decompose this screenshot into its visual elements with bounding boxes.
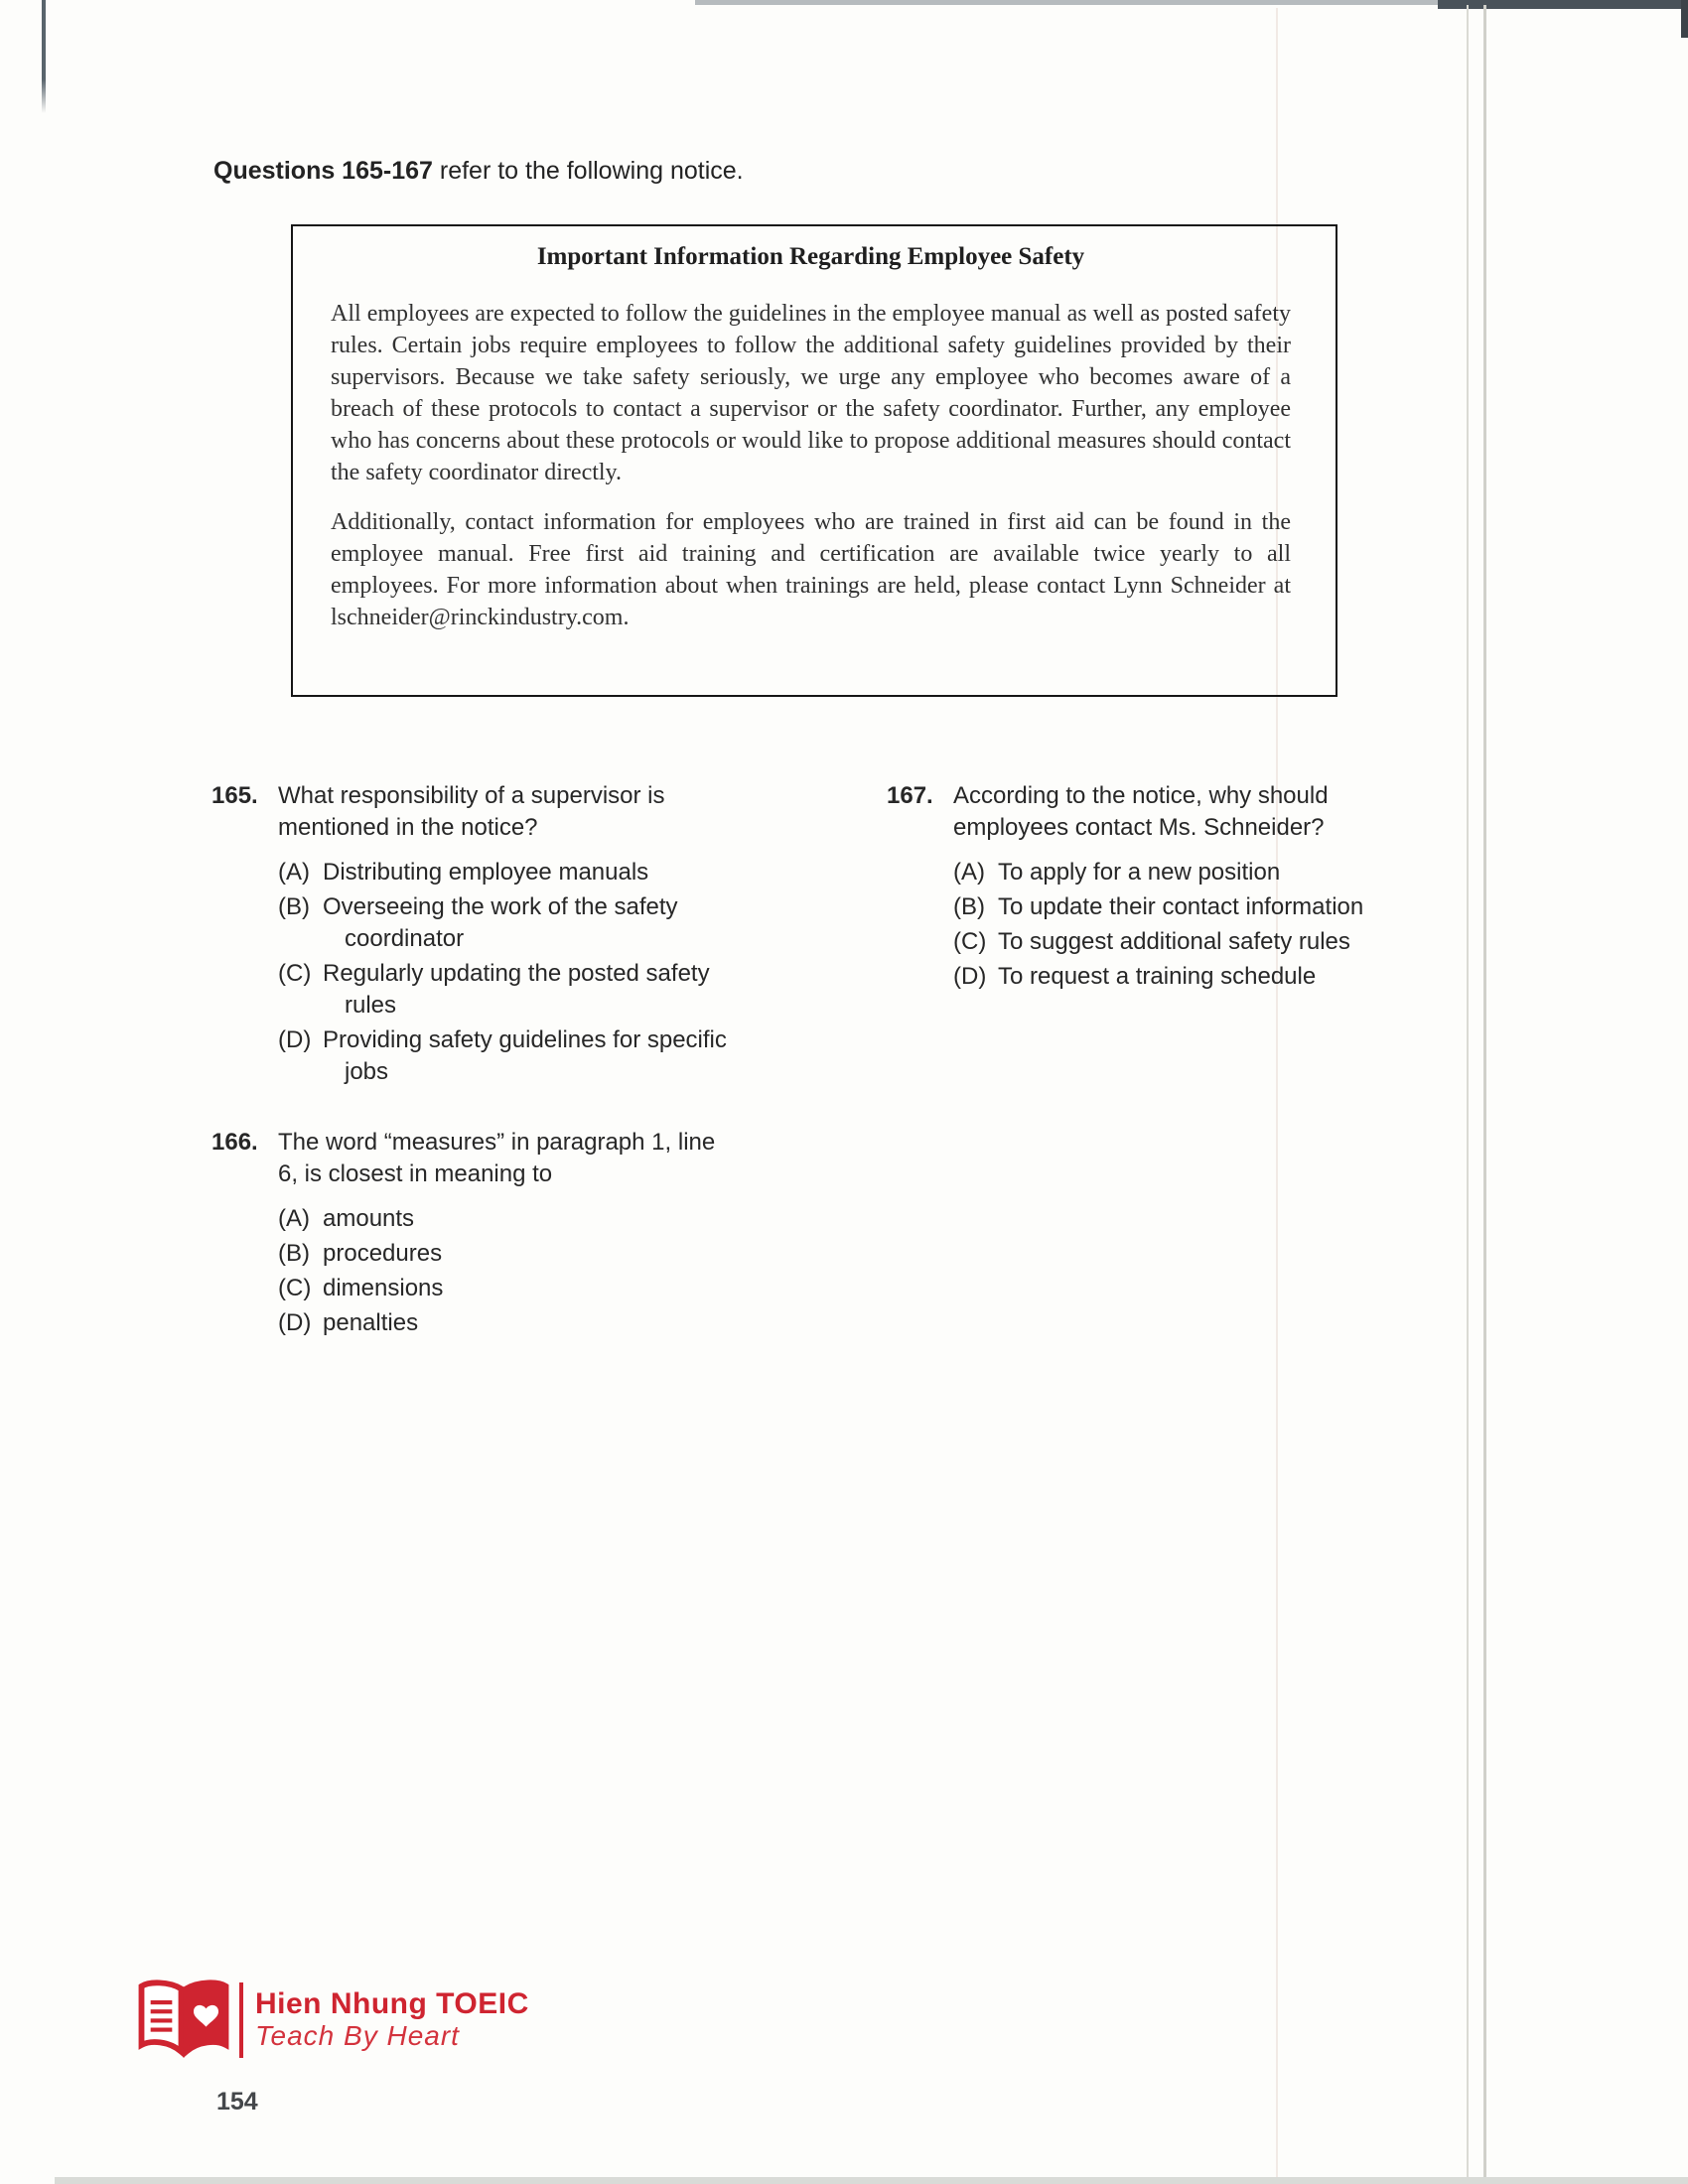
- option-d: [278, 1024, 740, 1088]
- option-a: [278, 1203, 740, 1235]
- question-166: [211, 1127, 740, 1342]
- option-text: To apply for a new position: [998, 859, 1281, 886]
- notice-title: Important Information Regarding Employee Safety: [536, 243, 1085, 270]
- option-c: [278, 1273, 740, 1304]
- notice-box: [291, 224, 1337, 697]
- option-d: [278, 1307, 740, 1339]
- scan-artifact-line: [42, 0, 46, 113]
- option-b: [278, 1238, 740, 1270]
- option-d: [953, 961, 1442, 993]
- questions-range: Questions 165-167: [213, 157, 433, 185]
- answer-options: [953, 857, 1442, 993]
- option-b: [278, 891, 740, 955]
- option-c: [953, 926, 1442, 958]
- questions-range-header: [213, 157, 744, 186]
- question-text: The word “measures” in paragraph 1, line 6, is closest in meaning to: [278, 1129, 716, 1187]
- option-a: [278, 857, 740, 888]
- scan-edge-dark: [1438, 0, 1688, 9]
- option-letter: (A): [278, 1205, 310, 1232]
- question-number: 167.: [887, 782, 933, 809]
- option-text: penalties: [323, 1309, 419, 1336]
- option-text: Providing safety guidelines for specific jobs: [323, 1026, 727, 1085]
- option-letter: (C): [278, 960, 312, 987]
- option-letter: (A): [278, 859, 310, 886]
- logo-divider: [239, 1982, 243, 2058]
- question-167: [887, 780, 1442, 996]
- notice-paragraph-2: Additionally, contact information for employees who are trained in first aid can be found in the employee manual. Free first aid training and certification are available twice yearly to all employees. For more information about when trainings are held, please contact Lynn Schneider at lschneider@rinckindustry.com.: [331, 509, 1291, 630]
- answer-options: [278, 1203, 740, 1339]
- logo-title: Hien Nhung TOEIC: [255, 1987, 529, 2020]
- option-text: To suggest additional safety rules: [998, 928, 1350, 955]
- page-binding-line: [1467, 5, 1469, 2179]
- notice-paragraph-1: All employees are expected to follow the guidelines in the employee manual as well as posted safety rules. Certain jobs require employees to follow the additional safety guidelines provided by their supervisors. Because we take safety seriously, we urge any employee who becomes aware of a breach of these protocols to contact a supervisor or the safety coordinator. Further, any employee who has concerns about these protocols or would like to propose additional measures should contact the safety coordinator directly.: [331, 301, 1291, 485]
- option-text: amounts: [323, 1205, 415, 1232]
- question-number: 166.: [211, 1129, 258, 1156]
- option-a: [953, 857, 1442, 888]
- publisher-logo: [134, 1979, 529, 2062]
- option-text: To update their contact information: [998, 893, 1364, 920]
- option-letter: (D): [278, 1026, 312, 1053]
- option-letter: (D): [953, 963, 987, 990]
- option-text: Overseeing the work of the safety coordinator: [323, 893, 678, 952]
- scan-bottom-edge: [55, 2177, 1688, 2184]
- question-text: What responsibility of a supervisor is mentioned in the notice?: [278, 782, 665, 841]
- open-book-heart-icon: [134, 1979, 233, 2062]
- option-text: dimensions: [323, 1275, 444, 1301]
- option-letter: (B): [953, 893, 985, 920]
- option-letter: (C): [953, 928, 987, 955]
- question-text: According to the notice, why should employees contact Ms. Schneider?: [953, 782, 1329, 841]
- scan-corner-dark: [1681, 0, 1688, 38]
- option-text: Regularly updating the posted safety rules: [323, 960, 710, 1019]
- option-c: [278, 958, 740, 1022]
- page-binding-line: [1483, 5, 1486, 2179]
- page-number: 154: [216, 2088, 258, 2116]
- question-165: [211, 780, 740, 1091]
- option-b: [953, 891, 1442, 923]
- option-letter: (B): [278, 1240, 310, 1267]
- option-letter: (A): [953, 859, 985, 886]
- option-text: To request a training schedule: [998, 963, 1317, 990]
- logo-tagline: Teach By Heart: [255, 2020, 460, 2051]
- option-letter: (C): [278, 1275, 312, 1301]
- question-number: 165.: [211, 782, 258, 809]
- option-text: Distributing employee manuals: [323, 859, 649, 886]
- option-text: procedures: [323, 1240, 443, 1267]
- header-rest: refer to the following notice.: [432, 157, 744, 185]
- option-letter: (D): [278, 1309, 312, 1336]
- answer-options: [278, 857, 740, 1088]
- option-letter: (B): [278, 893, 310, 920]
